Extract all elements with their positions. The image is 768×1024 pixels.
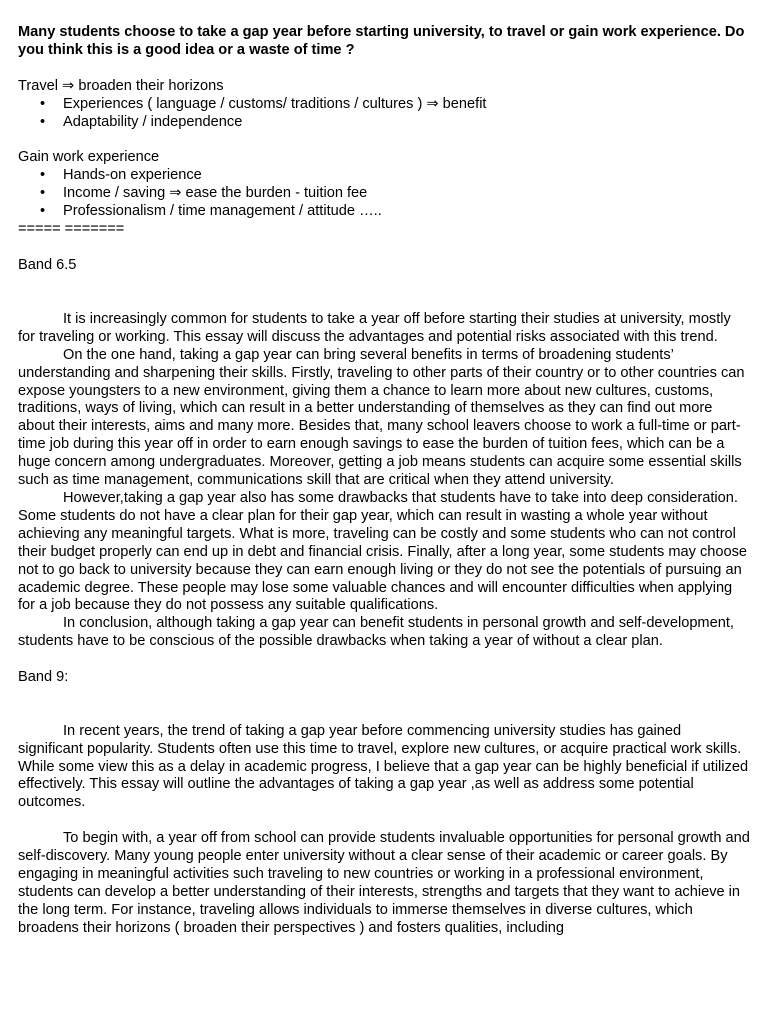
outline-work-list [18,167,750,221]
outline-travel-list [18,96,750,132]
essay-paragraph: In conclusion, although taking a gap year can benefit students in personal growth and self-development, students have to be conscious of the possible drawbacks when taking a year of without a clear plan. [18,615,734,650]
outline-heading-work: Gain work experience [18,149,160,166]
spacer [18,239,750,257]
separator-line: ===== ======= [18,220,125,237]
list-item: • Hands-on experience [18,167,750,185]
essay-paragraph: To begin with, a year off from school can provide students invaluable opportunities for personal growth and self-discovery. Many young people enter university without a clear sense of their academic or career goals. By engaging in meaningful activities such traveling to new countries or working in a professional environment, students can develop a better understanding of their interests, strengths and targets that they want to achieve in the long term. For instance, traveling allows individuals to immerse themselves in diverse cultures, which broadens their horizons ( broaden their perspectives ) and fosters qualities, including [18,830,750,936]
spacer [18,60,750,78]
list-item: • Income / saving ⇒ ease the burden - tuition fee [18,185,750,203]
band-9-essay [18,669,750,938]
band-9-label: Band 9: [18,669,69,686]
spacer [18,812,750,830]
essay-paragraph: In recent years, the trend of taking a gap year before commencing university studies has gained significant popularity. Students often use this time to travel, explore new cultures, or acquire practical work skills. While some view this as a delay in academic progress, I believe that a gap year can be highly beneficial if utilized effectively. This essay will outline the advantages of taking a gap year ,as well as address some potential outcomes. [18,722,749,811]
spacer [18,131,750,149]
essay-paragraph: It is increasingly common for students to take a year off before starting their studies at university, mostly for traveling or working. This essay will discuss the advantages and potential risks associated with this trend. [18,310,731,345]
band-6-5-label: Band 6.5 [18,256,77,273]
spacer [18,275,750,311]
outline-heading-travel: Travel ⇒ broaden their horizons [18,77,224,94]
band-6-5-essay [18,257,750,651]
essay-paragraph: On the one hand, taking a gap year can bring several benefits in terms of broadening students’ understanding and sharpening their skills. Firstly, traveling to other parts of their country or to other countries can expose youngsters to a new environment, giving them a chance to learn more about new cultures, customs, traditions, ways of living, which can result in a better understanding of themselves as they can find out more about their interests, aims and many more. Besides that, many school leavers choose to work a full-time or part-time job during this year off in order to earn enough savings to ease the burden of tuition fees, which can be a huge concern among undergraduates. Moreover, getting a job means students can acquire some essential skills such as time management, communications skill that are critical when they attend university. [18,346,745,489]
essay-paragraph: However,taking a gap year also has some drawbacks that students have to take into deep consideration. Some students do not have a clear plan for their gap year, which can result in wasting a whole year without achieving any meaningful targets. What is more, traveling can be costly and some students who can not control their budget properly can end up in debt and financial crisis. Finally, after a long year, some students may choose not to go back to university because they can earn enough living or they do not see the potentials of pursuing an academic degree. These people may lose some valuable chances and will encounter difficulties when applying for a job because they do not possess any suitable qualifications. [18,490,748,614]
list-item: • Adaptability / independence [18,114,750,132]
document-page [18,24,750,938]
essay-question: Many students choose to take a gap year before starting university, to travel or gain work experience. Do you think this is a good idea or a waste of time ? [18,24,745,58]
outline-travel [18,78,750,132]
spacer [18,651,750,669]
list-item: • Professionalism / time management / attitude ….. [18,203,750,221]
spacer [18,687,750,723]
outline-work [18,149,750,239]
list-item: • Experiences ( language / customs/ traditions / cultures ) ⇒ benefit [18,96,750,114]
